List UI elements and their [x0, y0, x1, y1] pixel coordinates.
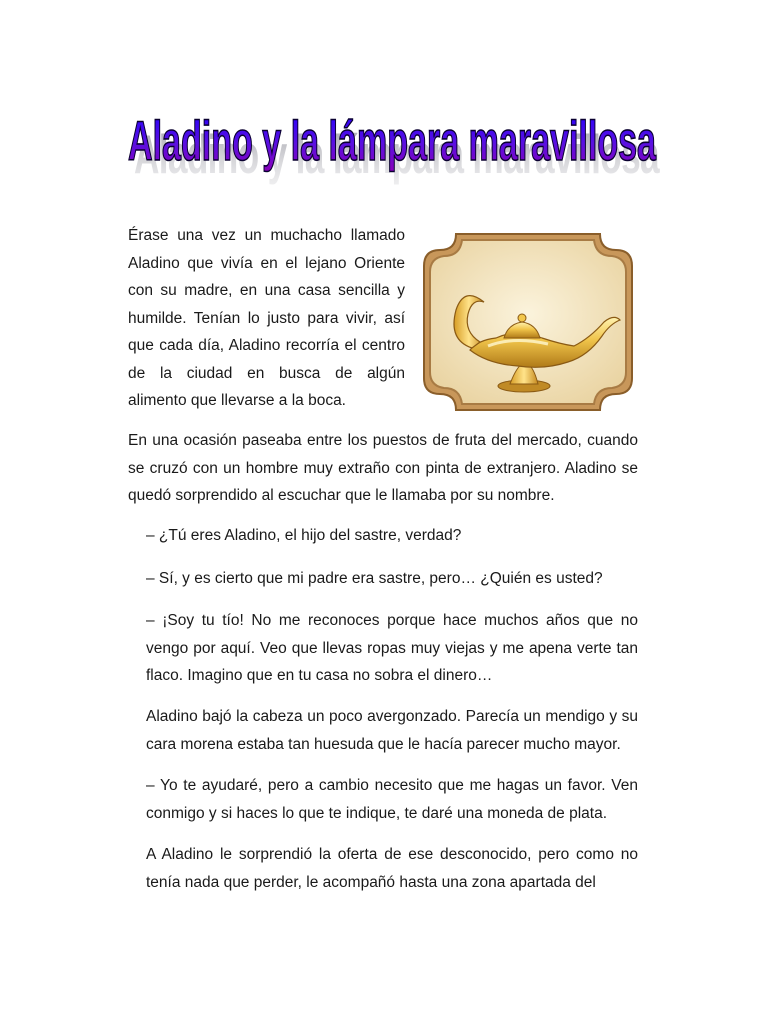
lamp-illustration	[418, 228, 638, 416]
title-text: Aladino y la lámpara maravillosa	[128, 109, 657, 172]
title-reflection: Aladino y la lámpara maravillosa	[134, 125, 660, 186]
paragraph-aladino-shame: Aladino bajó la cabeza un poco avergonzado. Parecía un mendigo y su cara morena estaba tan huesuda que le hacía parecer mucho mayor.	[146, 708, 638, 753]
magic-lamp-icon	[418, 228, 638, 416]
dialogue-line-2: – Sí, y es cierto que mi padre era sastre, pero… ¿Quién es usted?	[146, 570, 603, 587]
paragraph-intro: Érase una vez un muchacho llamado Aladino que vivía en el lejano Oriente con su madre, en una casa sencilla y humilde. Tenían lo justo para vivir, así que cada día, Aladino recorría el centro de la ciudad en busca de algún alimento que llevarse a la boca.	[128, 227, 405, 409]
dialogue-line-3: – ¡Soy tu tío! No me reconoces porque hace muchos años que no vengo por aquí. Veo que llevas ropas muy viejas y me apena verte tan flaco. Imagino que en tu casa no sobra el dinero…	[146, 612, 638, 684]
dialogue-line-1: – ¿Tú eres Aladino, el hijo del sastre, verdad?	[146, 527, 462, 544]
paragraph-offer: A Aladino le sorprendió la oferta de ese desconocido, pero como no tenía nada que perder, le acompañó hasta una zona apartada del	[146, 846, 638, 891]
dialogue-line-4: – Yo te ayudaré, pero a cambio necesito que me hagas un favor. Ven conmigo y si haces lo que te indique, te daré una moneda de plata.	[146, 777, 638, 822]
title-graphic	[110, 100, 680, 200]
paragraph-market: En una ocasión paseaba entre los puestos de fruta del mercado, cuando se cruzó con un hombre muy extraño con pinta de extranjero. Aladino se quedó sorprendido al escuchar que le llamaba por su nombre.	[128, 432, 638, 504]
title-block	[0, 100, 768, 200]
